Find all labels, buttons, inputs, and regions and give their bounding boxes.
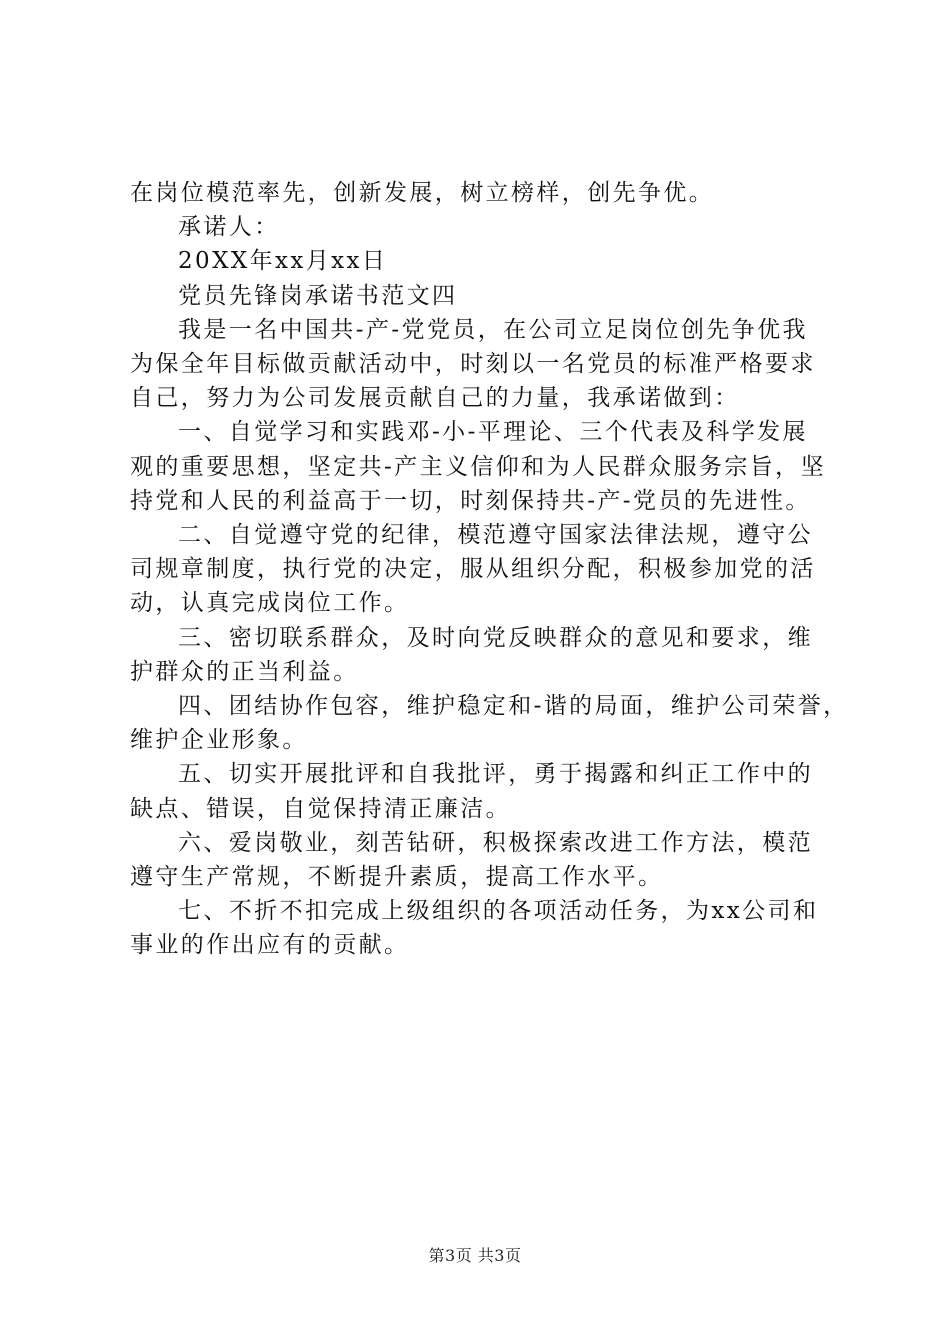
page-footer <box>0 1243 950 1266</box>
signature-label: 承诺人： <box>178 214 280 241</box>
text-line: 我是一名中国共-产-党党员，在公司立足岗位创先争优我 <box>178 316 808 343</box>
text-line: 动，认真完成岗位工作。 <box>130 590 410 617</box>
text-line: 在岗位模范率先，创新发展，树立榜样，创先争优。 <box>130 180 715 206</box>
text-line: 自己，努力为公司发展贡献自己的力量，我承诺做到： <box>130 385 740 412</box>
signature-date: 20XX年xx月xx日 <box>178 248 388 275</box>
text-line: 司规章制度，执行党的决定，服从组织分配，积极参加党的活 <box>130 556 816 583</box>
text-line: 遵守生产常规，不断提升素质，提高工作水平。 <box>130 864 664 891</box>
page-number: 第3页 共3页 <box>428 1246 522 1265</box>
text-line: 五、切实开展批评和自我批评，勇于揭露和纠正工作中的 <box>178 761 813 788</box>
text-line: 事业的作出应有的贡献。 <box>130 932 410 959</box>
text-line: 护群众的正当利益。 <box>130 658 359 685</box>
text-line: 四、团结协作包容，维护稳定和-谐的局面，维护公司荣誉， <box>178 693 849 720</box>
text-line: 持党和人民的利益高于一切，时刻保持共-产-党员的先进性。 <box>130 487 811 514</box>
text-line: 二、自觉遵守党的纪律，模范遵守国家法律法规，遵守公 <box>178 522 813 549</box>
text-line: 缺点、错误，自觉保持清正廉洁。 <box>130 795 511 822</box>
text-line: 七、不折不扣完成上级组织的各项活动任务，为xx公司和 <box>178 898 819 925</box>
text-line: 为保全年目标做贡献活动中，时刻以一名党员的标准严格要求 <box>130 351 816 378</box>
text-line: 一、自觉学习和实践邓-小-平理论、三个代表及科学发展 <box>178 419 808 446</box>
text-line: 观的重要思想，坚定共-产主义信仰和为人民群众服务宗旨，坚 <box>130 453 826 480</box>
document-body <box>130 176 849 963</box>
text-line: 三、密切联系群众，及时向党反映群众的意见和要求，维 <box>178 624 813 651</box>
section-title: 党员先锋岗承诺书范文四 <box>178 282 458 309</box>
text-line: 维护企业形象。 <box>130 727 308 754</box>
text-line: 六、爱岗敬业，刻苦钻研，积极探索改进工作方法，模范 <box>178 829 813 856</box>
